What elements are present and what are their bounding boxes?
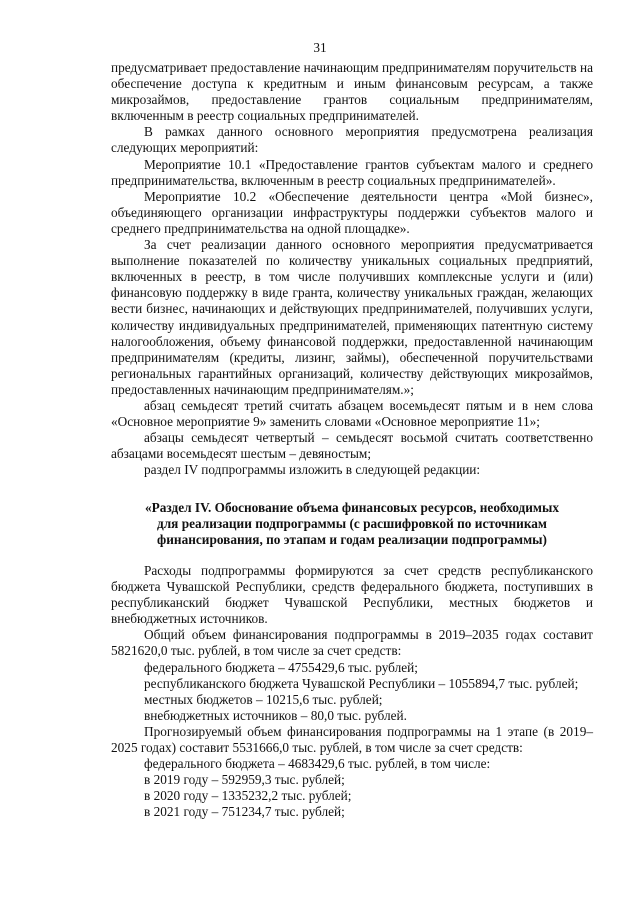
page-number: 31 <box>313 40 327 55</box>
paragraph: Общий объем финансирования подпрограммы в 2019–2035 годах составит 5821620,0 тыс. рублей, в том числе за счет средств: <box>111 627 593 659</box>
body-text-lower <box>111 563 593 821</box>
paragraph: За счет реализации данного основного мероприятия предусматривается выполнение показателей по количеству уникальных социальных предприятий, включенных в реестр, в том числе получивших комплексные услуги и (или) финансовую поддержку в виде гранта, количеству уникальных граждан, желающих вести бизнес, начинающих и действующих предпринимателей, получивших услуги, количеству индивидуальных предпринимателей, применяющих патентную систему налогообложения, объему финансовой поддержки, предоставленной начинающим предпринимателям (кредиты, лизинг, займы), обеспеченной поручительствами региональных гарантийных организаций, количеству действующих микрозаймов, предоставленных начинающим предпринимателям.»; <box>111 237 593 397</box>
paragraph: Мероприятие 10.2 «Обеспечение деятельности центра «Мой бизнес», объединяющего организации инфраструктуры поддержки субъектов малого и среднего предпринимательства на одной площадке». <box>111 188 593 236</box>
paragraph: федерального бюджета – 4755429,6 тыс. рублей; <box>144 659 418 675</box>
paragraph: В рамках данного основного мероприятия предусмотрена реализация следующих мероприятий: <box>111 124 593 156</box>
paragraph: абзац семьдесят третий считать абзацем восемьдесят пятым и в нем слова «Основное мероприятие 9» заменить словами «Основное мероприятие 11»; <box>111 397 593 430</box>
paragraph: Расходы подпрограммы формируются за счет средств республиканского бюджета Чувашской Республики, средств федерального бюджета, поступивших в республиканский бюджет Чувашской Республики, местных бюджетов и внебюджетных источников. <box>111 563 593 627</box>
section-heading-line: финансирования, по этапам и годам реализации подпрограммы) <box>157 532 547 548</box>
paragraph: в 2019 году – 592959,3 тыс. рублей; <box>144 772 345 788</box>
paragraph: республиканского бюджета Чувашской Республики – 1055894,7 тыс. рублей; <box>144 675 579 691</box>
paragraph: внебюджетных источников – 80,0 тыс. рублей. <box>144 707 407 723</box>
section-heading-line: для реализации подпрограммы (с расшифровкой по источникам <box>157 516 547 532</box>
paragraph: Мероприятие 10.1 «Предоставление грантов субъектам малого и среднего предпринимательства, включенным в реестр социальных предпринимателей». <box>111 156 593 188</box>
section-heading <box>111 500 593 548</box>
paragraph: федерального бюджета – 4683429,6 тыс. рублей, в том числе: <box>144 756 491 772</box>
paragraph: предусматривает предоставление начинающим предпринимателям поручительств на обеспечение доступа к кредитным и иным финансовым ресурсам, а также микрозаймов, предоставление грантов социальным предпринимателям, включенным в реестр социальных предпринимателей. <box>111 60 593 124</box>
paragraph: местных бюджетов – 10215,6 тыс. рублей; <box>144 691 383 707</box>
paragraph: абзацы семьдесят четвертый – семьдесят восьмой считать соответственно абзацами восемьдесят шестым – девяностым; <box>111 430 593 462</box>
paragraph: в 2020 году – 1335232,2 тыс. рублей; <box>144 788 352 804</box>
paragraph: раздел IV подпрограммы изложить в следующей редакции: <box>144 462 481 478</box>
section-heading-line: «Раздел IV. Обоснование объема финансовых ресурсов, необходимых <box>144 500 560 515</box>
body-text-upper <box>111 60 593 478</box>
paragraph: Прогнозируемый объем финансирования подпрограммы на 1 этапе (в 2019–2025 годах) составит 5531666,0 тыс. рублей, в том числе за счет средств: <box>111 723 593 756</box>
paragraph: в 2021 году – 751234,7 тыс. рублей; <box>144 804 345 820</box>
